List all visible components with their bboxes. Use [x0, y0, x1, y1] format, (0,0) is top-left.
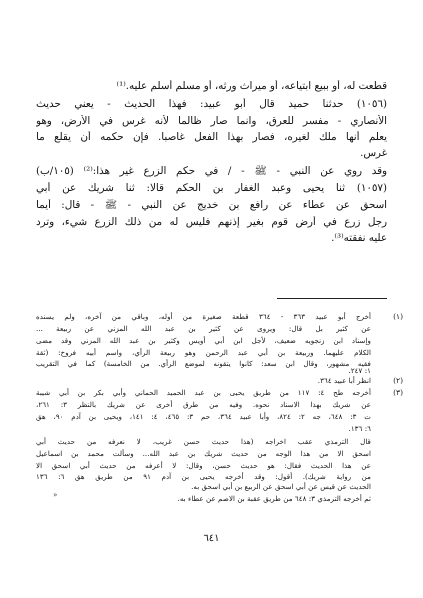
body-line: رجل زرع في أرض قوم بغير إذنهم فليس له من ذلك الزرع شيء، وترد: [36, 216, 387, 228]
body-line: يعلم أنها ملك لغيره، فصار بهذا الفعل غاصبا. فإن حكمه أن يقلع ما: [36, 131, 387, 143]
body-line: غرس.: [360, 147, 387, 159]
footnote-separator: [277, 298, 387, 299]
margin-mark: «: [53, 491, 58, 499]
footnote-line: عن كثير بل قال: ويروى عن كثير بن عبد الله المزني عن ربيعة ...: [36, 324, 371, 333]
footnote-line: الكلام عليهما. وربيعة بن أبي عبد الرحمن وهو ربيعة الرأي، واسم أبيه فروخ: (ثقة: [36, 348, 371, 357]
body-line: اسحق عن عطاء عن رافع بن خديج عن النبي - ﷺ - قال: أيما: [36, 199, 387, 211]
footnote-line: ت ٣: ٦٤٨، جه ٢: ٨٢٤، وأبا عبيد ٣٦٤، حم ٣: ٤٦٥، ٤: ١٤١، ويحيى بن آدم ٩٠، هق: [36, 412, 371, 421]
body-line: الأنصاري - مفسر للعرق، وانما صار ظالما لأنه غرس في الأرض، وهو: [36, 115, 387, 127]
footnote-line: ثم أخرجه الترمذي ٣: ٦٤٨ من طريق عقبة بن الاصم عن عطاء به.: [177, 494, 371, 503]
footnote-line: وإسناد ابن زنجويه ضعيف، لأجل ابن أبي أويس وكثير بن عبد الله المزني وقد مضى: [36, 336, 371, 345]
footnote-line: قال الترمذي عقب اخراجه (هذا حديث حسن غريب، لا نعرفه من حديث أبي: [36, 437, 371, 446]
footnote-line: اسحق الا من هذا الوجه من حديث شريك بن عبد الله... وسألت محمد بن اسماعيل: [36, 449, 371, 458]
footnote-line: عن هذا الحديث فقال: هو حديث حسن، وقال: لا أعرفه من حديث أبي اسحق الا: [36, 461, 371, 470]
footnote-line: الحديث عن قيس عن أبي اسحق عن الربيع بن أبي اسحق به.: [191, 482, 371, 491]
body-line: قطعت له، أو ببيع ابتياعه، أو ميراث ورثه، أو مسلم أسلم عليه.⁽¹⁾: [116, 80, 387, 92]
footnote-line: عن شريك بهذا الاسناد نحوه. وفيه من طرق أخرى عن شريك بالنظر ٣: ٢٦١،: [36, 400, 371, 409]
footnote-number: (٢): [393, 376, 403, 385]
hadith-1057-line: (١٠٥٧) ثنا يحيى وعبد الغفار بن الحكم قالا: ثنا شريك عن أبي: [36, 182, 387, 194]
footnote-line: انظر أبا عبيد ٣٦٤.: [317, 376, 371, 385]
footnote-line: ٦: ١٣٦.: [348, 424, 371, 433]
footnote-line: أخرج أبو عبيد ٣٦٣ - ٣٦٤ قطعة صغيرة من أوله، وباقي من آخره، ولم يسنده: [36, 312, 371, 321]
footnote-line: ١: ٢٤٧.: [348, 366, 371, 375]
page-number: ٦٤١: [203, 533, 220, 544]
footnote-number: (١): [393, 312, 403, 321]
body-line: وقد روي عن النبي - ﷺ - / في حكم الزرع غير هذا:⁽²⁾ (١٠٥/ب): [36, 165, 387, 177]
body-line: عليه نفقته⁽³⁾.: [331, 232, 387, 244]
footnote-line: من رواية شريك). أقول: وقد أخرجه يحيى بن آدم ٩١ من طريق هق ٦: ١٣٦: [36, 472, 371, 481]
hadith-1056-line: (١٠٥٦) حدثنا حميد قال أبو عبيد: فهذا الحديث - يعني حديث: [36, 98, 387, 110]
footnote-line: فقيه مشهور، وقال ابن سعد: كانوا يتقونه لموضع الرأي. من الخامسة) كما في التقريب: [36, 359, 371, 368]
footnote-line: أخرجه طح ٤: ١١٧ من طريق يحيى بن عبد الحميد الحماني وأبي بكر بن أبي شيبة: [36, 388, 371, 397]
footnote-number: (٣): [393, 388, 403, 397]
